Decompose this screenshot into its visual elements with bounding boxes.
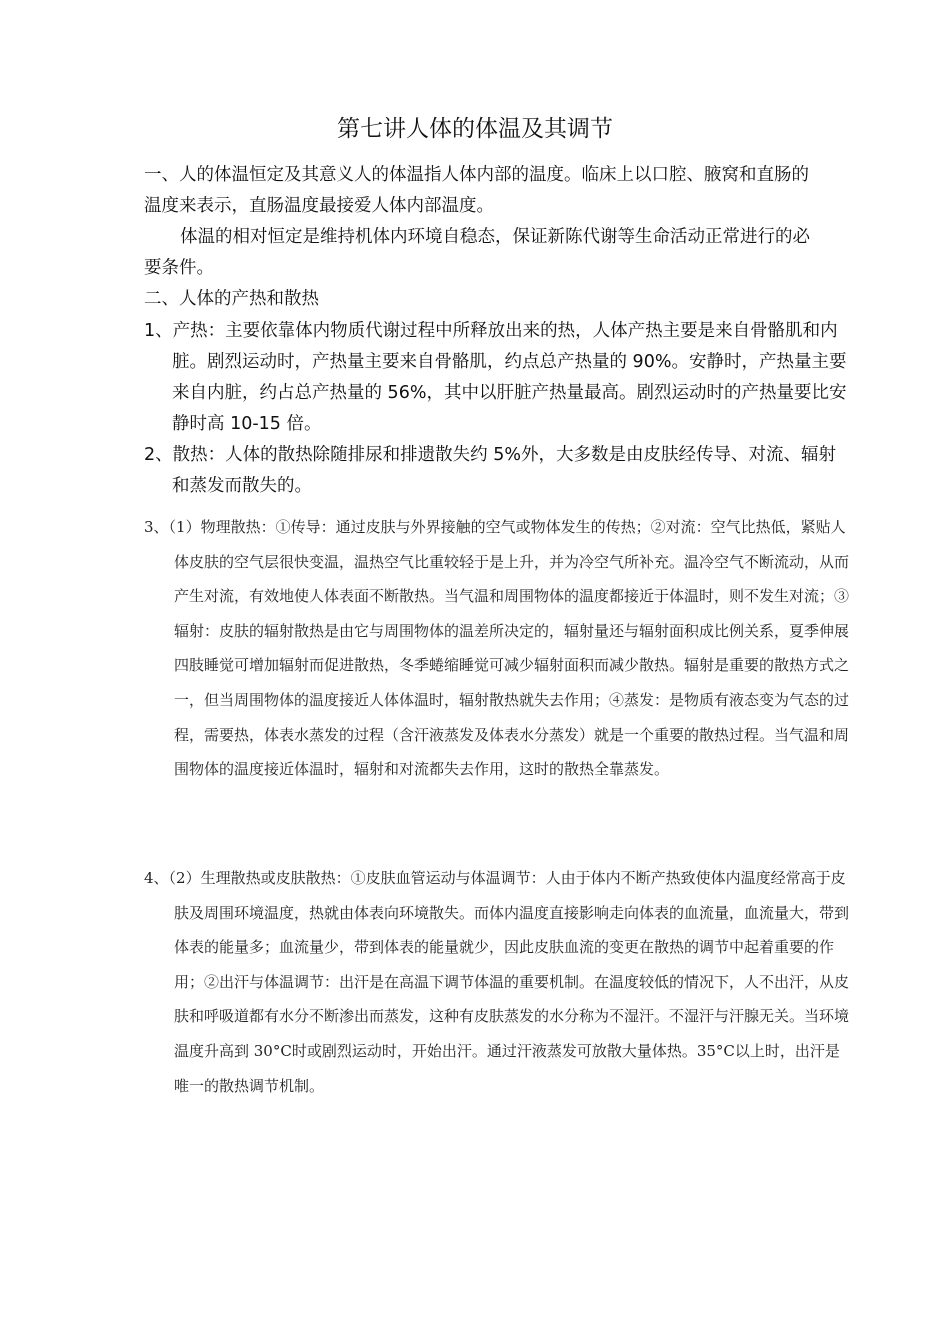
section-2-heading: 二、人体的产热和散热 [144,289,319,309]
heat-production-paragraph: 1、产热：主要依靠体内物质代谢过程中所释放出来的热，人体产热主要是来自骨骼肌和内脏。剧烈运动时，产热量主要来自骨骼肌，约点总产热量的 90%。安静时，产热量主要来自内脏，约占总产热量的 56%，其中以肝脏产热量最高。剧烈运动时的产热量要比安静时高 10-15 倍。 [144,321,847,434]
document-title: 第七讲人体的体温及其调节 [337,116,613,142]
homeostasis-paragraph: 体温的相对恒定是维持机体内环境自稳态，保证新陈代谢等生命活动正常进行的必要条件。 [144,227,810,278]
section-1-paragraph: 一、人的体温恒定及其意义人的体温指人体内部的温度。临床上以口腔、腋窝和直肠的温度来表示，直肠温度最接爱人体内部温度。 [144,165,809,216]
physiological-heat-dissipation-paragraph: 4、（2）生理散热或皮肤散热：①皮肤血管运动与体温调节：人由于体内不断产热致使体内温度经常高于皮肤及周围环境温度，热就由体表向环境散失。而体内温度直接影响走向体表的血流量，血流量大，带到体表的能量多；血流量少，带到体表的能量就少，因此皮肤血流的变更在散热的调节中起着重要的作用；②出汗与体温调节：出汗是在高温下调节体温的重要机制。在温度较低的情况下，人不出汗，从皮肤和呼吸道都有水分不断渗出而蒸发，这种有皮肤蒸发的水分称为不湿汗。不湿汗与汗腺无关。当环境温度升高到 30°C时或剧烈运动时，开始出汗。通过汗液蒸发可放散大量体热。35°C以上时，出汗是唯一的散热调节机制。 [144,869,850,1095]
physical-heat-dissipation-paragraph: 3、（1）物理散热：①传导：通过皮肤与外界接触的空气或物体发生的传热；②对流：空气比热低，紧贴人体皮肤的空气层很快变温，温热空气比重较轻于是上升，并为冷空气所补充。温冷空气不断流动，从而产生对流，有效地使人体表面不断散热。当气温和周围物体的温度都接近于体温时，则不发生对流；③辐射：皮肤的辐射散热是由它与周围物体的温差所决定的，辐射量还与辐射面积成比例关系，夏季伸展四肢睡觉可增加辐射而促进散热，冬季蜷缩睡觉可减少辐射面积而减少散热。辐射是重要的散热方式之一，但当周围物体的温度接近人体体温时，辐射散热就失去作用；④蒸发：是物质有液态变为气态的过程，需要热，体表水蒸发的过程（含汗液蒸发及体表水分蒸发）就是一个重要的散热过程。当气温和周围物体的温度接近体温时，辐射和对流都失去作用，这时的散热全靠蒸发。 [144,518,850,779]
heat-dissipation-paragraph: 2、散热：人体的散热除随排尿和排遗散失约 5%外，大多数是由皮肤经传导、对流、辐射和蒸发而散失的。 [144,445,836,496]
